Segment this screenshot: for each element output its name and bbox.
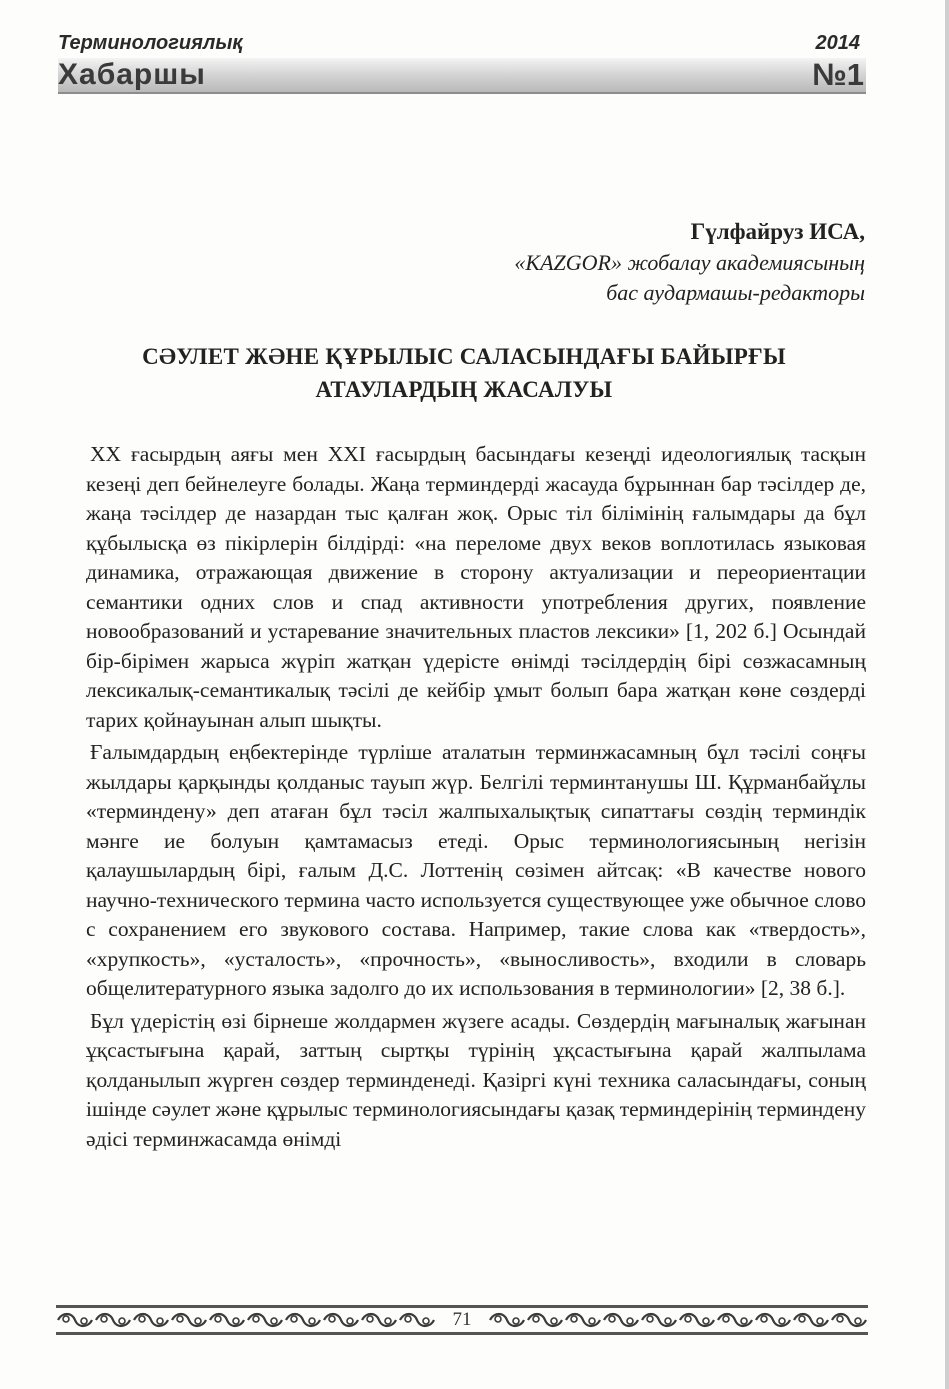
journal-issue: №1 bbox=[812, 57, 864, 92]
page-footer bbox=[56, 1305, 868, 1335]
footer-ornament-right-icon bbox=[488, 1310, 868, 1330]
author-affiliation-line2: бас аудармашы-редакторы bbox=[606, 280, 865, 305]
paragraph-3: Бұл үдерістің өзі бірнеше жолдармен жүзеге асады. Сөздердің мағыналық жағынан ұқсастығына қарай, заттың сыртқы түрінің ұқсастығына қарай жалпылама қолданылып жүрген сөздер терминденеді. Қазіргі күні техника саласындағы, соның ішінде сәулет және құрылыс терминологиясындағы қазақ терминдерінің терминдену әдісі терминжасамда өнімді bbox=[86, 1008, 866, 1151]
author-block bbox=[514, 216, 865, 308]
article-title-line1: СӘУЛЕТ ЖӘНЕ ҚҰРЫЛЫС САЛАСЫНДАҒЫ БАЙЫРҒЫ bbox=[142, 344, 786, 369]
author-affiliation-line1: «KAZGOR» жобалау академиясының bbox=[514, 250, 865, 275]
article-title-line2: АТАУЛАРДЫҢ ЖАСАЛУЫ bbox=[315, 377, 613, 402]
journal-title-top: Терминологиялық bbox=[58, 32, 243, 54]
journal-title-main: Хабаршы bbox=[58, 58, 206, 91]
journal-year: 2014 bbox=[815, 32, 860, 54]
footer-ornament-left-icon bbox=[56, 1310, 436, 1330]
paragraph-2: Ғалымдардың еңбектерінде түрліше аталатын терминжасамның бұл тәсілі соңғы жылдары қарқынды қолданыс тауып жүр. Белгілі терминтанушы Ш. Құрманбайұлы «терминдену» деп атаған бұл тәсіл жалпыхалықтық сипаттағы сөздің терминдік мәнге ие болуын қамтамасыз етеді. Орыс терминологиясының негізін қалаушылардың бірі, ғалым Д.С. Лоттенің сөзімен айтсақ: «В качестве нового научно-технического термина часто используется существующее уже обычное слово с сохранением его звукового состава. Например, такие слова как «твердость», «хрупкость», «усталость», «прочность», «выносливость», входили в словарь общелитературного языка задолго до их использования в терминологии» [2, 38 б.]. bbox=[86, 740, 866, 1000]
author-name: Гүлфайруз ИСА, bbox=[690, 219, 865, 244]
journal-header bbox=[58, 32, 866, 94]
footer-rule-bottom bbox=[56, 1332, 868, 1335]
page-edge bbox=[945, 0, 949, 1389]
article-title bbox=[60, 340, 868, 406]
paragraph-1: XX ғасырдың аяғы мен XXI ғасырдың басындағы кезеңді идеологиялық тасқын кезеңі деп бейнелеуге болады. Жаңа терминдерді жасауда бұрыннан бар тәсілдер де, жаңа тәсілдер де назардан тыс қалған жоқ. Орыс тіл білімінің ғалымдары да бұл құбылысқа өз пікірлерін білдірді: «на переломе двух веков воплотилась языковая динамика, отражающая движение в сторону актуализации и переориентации семантики одних слов и спад активности употребления других, появление новообразований и устаревание значительных пластов лексики» [1, 202 б.] Осындай бір-бірімен жарыса жүріп жатқан үдерісте өнімді тәсілдердің бірі сөзжасамның лексикалық-семантикалық тәсілі де кейбір ұмыт болып бара жатқан көне сөздерді тарих қойнауынан алып шықты. bbox=[86, 442, 866, 732]
article-body bbox=[86, 440, 866, 1157]
page-number: 71 bbox=[452, 1309, 472, 1330]
